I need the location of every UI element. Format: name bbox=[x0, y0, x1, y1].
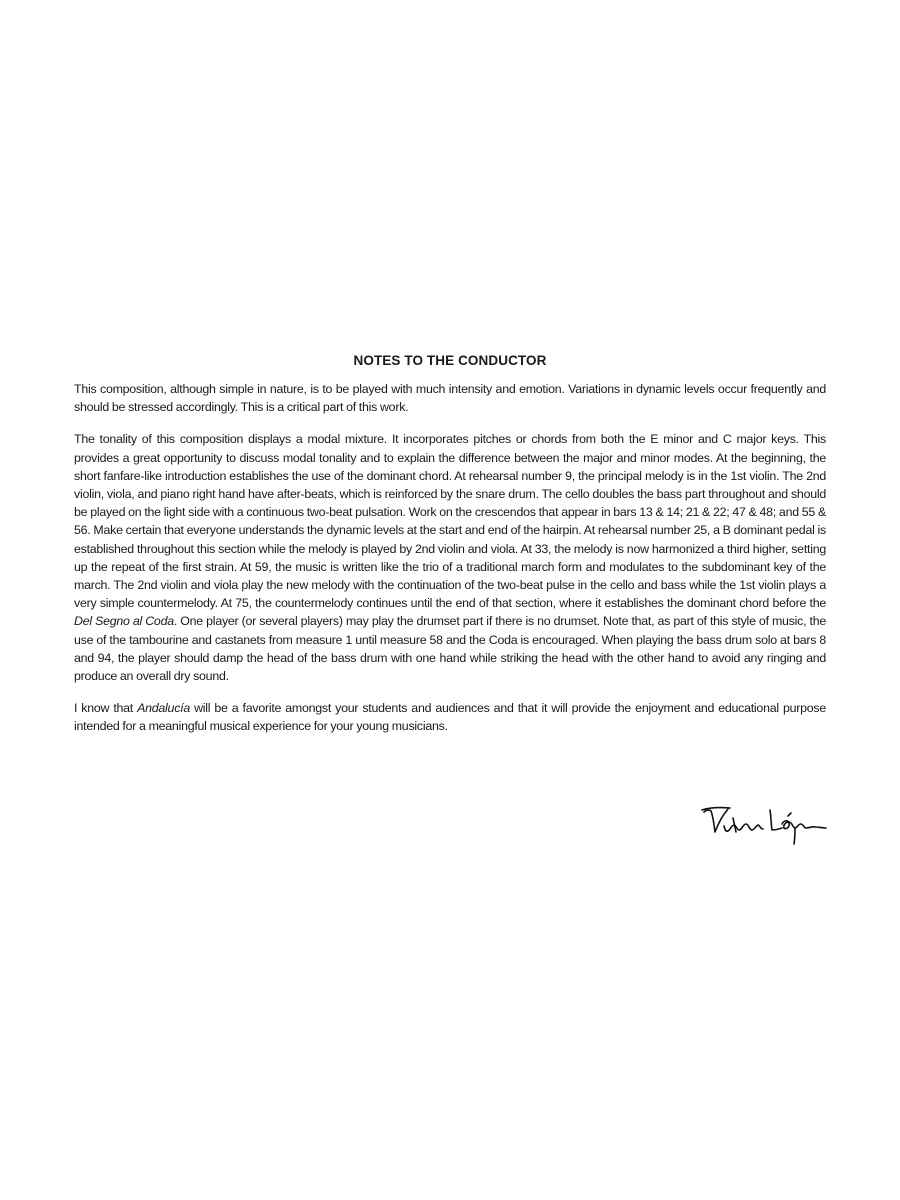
paragraph-closing bbox=[74, 699, 826, 735]
del-segno-al-coda-italic: Del Segno al Coda bbox=[74, 614, 174, 629]
conductor-notes bbox=[74, 352, 826, 750]
paragraph-closing-text-b: will be a favorite amongst your students and audiences and that it will provide the enjoyment and educational purpose intended for a meaningful musical experience for your young musicians. bbox=[74, 701, 826, 734]
paragraph-tonality-text-a: The tonality of this composition displays a modal mixture. It incorporates pitches or chords from both the E minor and C major keys. This provides a great opportunity to discuss modal tonality and to explain the difference between the major and minor modes. At the beginning, the short fanfare-like introduction establishes the use of the dominant chord. At rehearsal number 9, the principal melody is in the 1st violin. The 2nd violin, viola, and piano right hand have after-beats, which is reinforced by the snare drum. The cello doubles the bass part throughout and should be played on the light side with a continuous two-beat pulsation. Work on the crescendos that appear in bars 13 & 14; 21 & 22; 47 & 48; and 55 & 56. Make certain that everyone understands the dynamic levels at the start and end of the hairpin. At rehearsal number 25, a B dominant pedal is established throughout this section while the melody is played by 2nd violin and viola. At 33, the melody is now harmonized a third higher, setting up the repeat of the first strain. At 59, the music is written like the trio of a traditional march form and modulates to the subdominant key of the march. The 2nd violin and viola play the new melody with the continuation of the two-beat pulse in the cello and bass while the 1st violin plays a very simple countermelody. At 75, the countermelody continues until the end of that section, where it establishes the dominant chord before the bbox=[74, 432, 826, 611]
paragraph-intro: This composition, although simple in nature, is to be played with much intensity and emotion. Variations in dynamic levels occur frequently and should be stressed accordingly. This is a critical part of this work. bbox=[74, 382, 826, 415]
paragraph-tonality bbox=[74, 430, 826, 685]
paragraph-tonality-text-b: . One player (or several players) may play the drumset part if there is no drumset. Note that, as part of this style of music, the use of the tambourine and castanets from measure 1 until measure 58 and the Coda is encouraged. When playing the bass drum solo at bars 8 and 94, the player should damp the head of the bass drum with one hand while striking the head with the other hand to avoid any ringing and produce an overall dry sound. bbox=[74, 614, 826, 684]
andalucia-title-italic: Andalucía bbox=[137, 701, 190, 716]
signature-icon bbox=[700, 800, 830, 850]
notes-title: NOTES TO THE CONDUCTOR bbox=[353, 353, 547, 368]
signature bbox=[700, 800, 830, 850]
paragraph-closing-text-a: I know that bbox=[74, 701, 138, 716]
